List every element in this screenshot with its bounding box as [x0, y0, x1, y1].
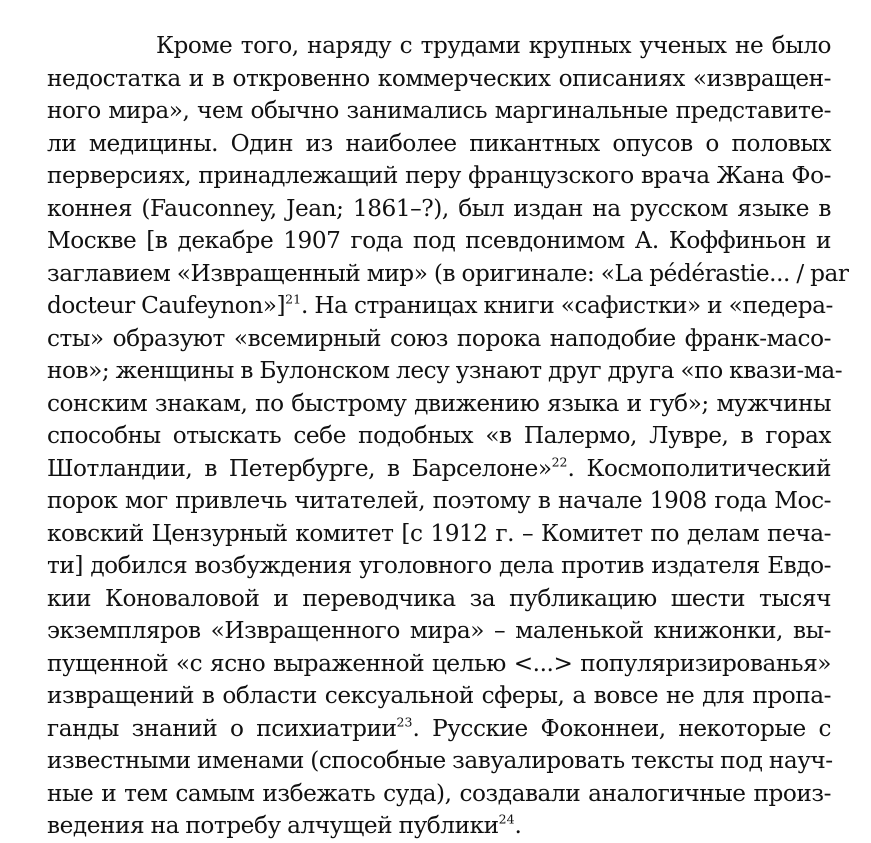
text-line [47, 615, 831, 648]
text-line [47, 550, 831, 583]
line-text: кии Коноваловой и переводчика за публикацию шести тысяч [47, 584, 831, 612]
footnote-marker[interactable]: 22 [551, 454, 568, 470]
line-text: ганды знаний о психиатрии [47, 714, 397, 742]
line-text: недостатка и в откровенно коммерческих описаниях «извращен- [47, 64, 831, 92]
text-line [47, 453, 831, 486]
line-text-continuation: . Русские Фоконнеи, некоторые с [412, 714, 831, 742]
footnote-marker[interactable]: 23 [396, 714, 413, 730]
text-line [47, 648, 831, 681]
line-text: Москве [в декабре 1907 года под псевдонимом А. Коффиньон и [47, 227, 831, 254]
text-line [47, 63, 831, 96]
line-text-continuation: . [514, 812, 522, 839]
body-paragraph [47, 30, 849, 843]
line-text: ти] добился возбуждения уголовного дела против издателя Евдо- [47, 552, 831, 579]
text-line [47, 518, 831, 551]
text-line [47, 583, 831, 616]
text-line [47, 355, 843, 388]
text-line [47, 193, 831, 226]
line-text: Кроме того, наряду с трудами крупных ученых не было [156, 32, 831, 59]
line-text: docteur Caufeynon»] [47, 292, 286, 319]
line-text: Шотландии, в Петербурге, в Барселоне» [47, 454, 552, 482]
text-line [47, 485, 831, 518]
footnote-marker[interactable]: 21 [285, 291, 302, 307]
line-text: ведения на потребу алчущей публики [47, 812, 499, 839]
text-line [47, 128, 831, 161]
line-text: пущенной «с ясно выраженной целью <...> популяризированья» [47, 649, 831, 677]
line-text: порок мог привлечь читателей, поэтому в начале 1908 года Мос- [47, 487, 831, 514]
text-line [47, 160, 831, 193]
text-line [47, 713, 831, 746]
text-line [47, 258, 849, 291]
line-text: ковский Цензурный комитет [с 1912 г. – Комитет по делам печа- [47, 519, 831, 547]
text-line [47, 745, 831, 778]
line-text: способны отыскать себе подобных «в Палермо, Лувре, в горах [47, 422, 831, 449]
line-text: ные и тем самым избежать суда), создавали аналогичные произ- [47, 779, 831, 807]
line-text: коннея (Fauconney, Jean; 1861–?), был издан на русском языке в [47, 194, 831, 222]
line-text: экземпляров «Извращенного мира» – маленькой книжонки, вы- [47, 617, 831, 644]
line-text-continuation: . Космополитический [567, 454, 832, 482]
line-text: заглавием «Извращенный мир» (в оригинале: «La pédérastie... / par [47, 259, 849, 287]
line-text: ли медицины. Один из наиболее пикантных опусов о половых [47, 129, 831, 157]
line-text: сты» образуют «всемирный союз порока наподобие франк-масо- [47, 324, 831, 352]
line-text: извращений в области сексуальной сферы, а вовсе не для пропа- [47, 682, 831, 709]
line-text-continuation: . На страницах книги «сафистки» и «педера- [301, 292, 833, 319]
text-line [47, 323, 831, 356]
line-text: нов»; женщины в Булонском лесу узнают друг друга «по квази-ма- [47, 357, 843, 384]
text-line [47, 778, 831, 811]
text-line [47, 680, 831, 713]
line-text: ного мира», чем обычно занимались маргинальные представите- [47, 97, 831, 124]
text-line [47, 810, 831, 843]
document-page [47, 30, 849, 843]
text-line [47, 30, 831, 63]
line-text: известными именами (способные завуалировать тексты под науч- [47, 747, 833, 774]
text-line [47, 225, 831, 258]
footnote-marker[interactable]: 24 [498, 811, 515, 827]
text-line [47, 290, 831, 323]
line-text: перверсиях, принадлежащий перу французского врача Жана Фо- [47, 162, 831, 189]
text-line [47, 420, 831, 453]
line-text: сонским знакам, по быстрому движению языка и губ»; мужчины [47, 389, 831, 417]
text-line [47, 95, 831, 128]
text-line [47, 388, 831, 421]
